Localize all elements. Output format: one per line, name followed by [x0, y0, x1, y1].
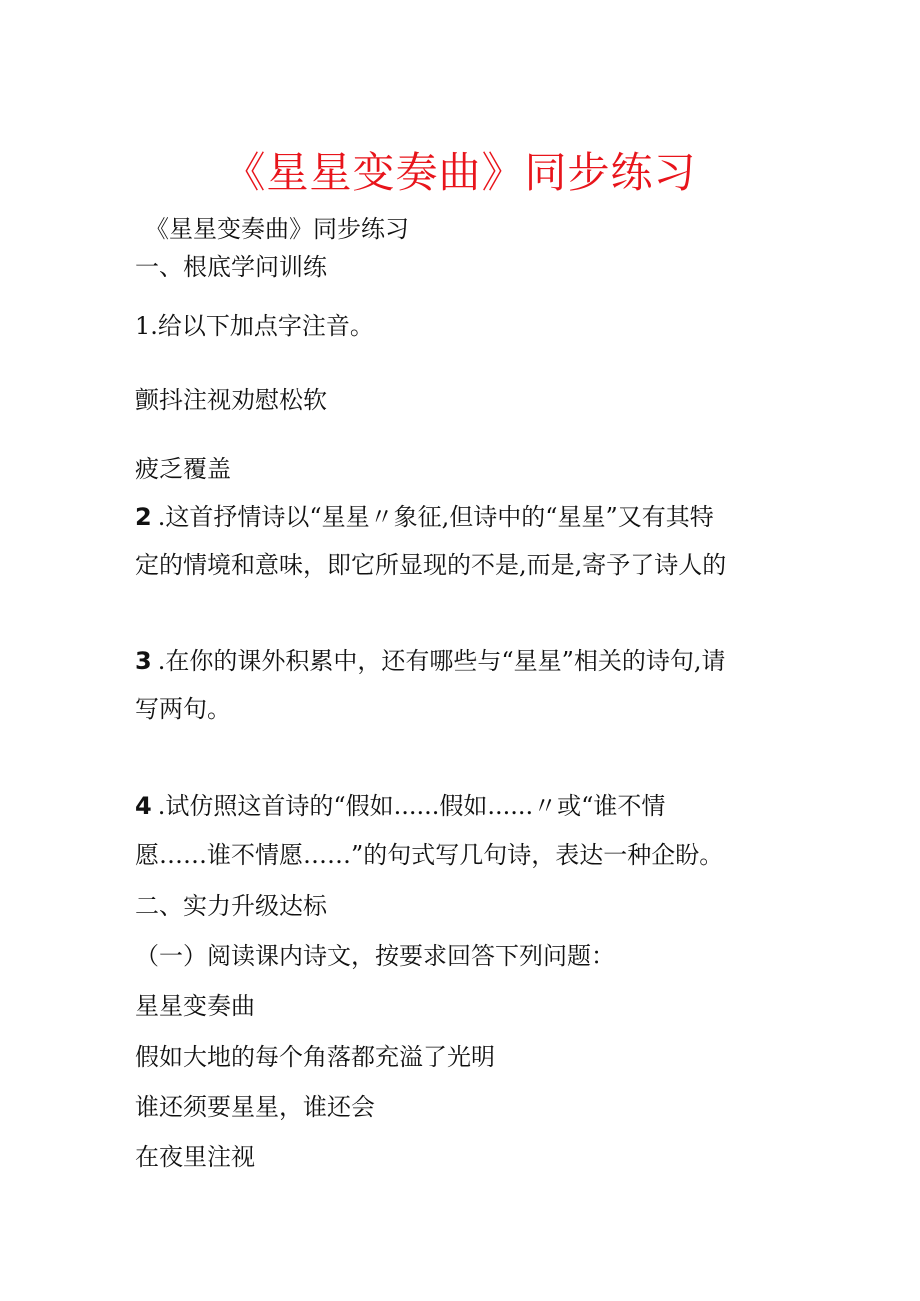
poem-title: 星星变奏曲 [135, 992, 255, 1020]
section-1-heading: 一、根底学问训练 [135, 253, 327, 281]
question-2-text: .这首抒情诗以“星星〃象征,但诗中的“星星”又有其特 [157, 503, 714, 531]
question-2-number: 2 [135, 503, 152, 531]
question-1-words-line-2: 疲乏覆盖 [135, 455, 231, 483]
question-4-line-2: 愿……谁不情愿……”的句式写几句诗，表达一种企盼。 [135, 841, 724, 869]
question-4-text: .试仿照这首诗的“假如......假如......〃或“谁不情 [157, 792, 666, 820]
section-2-heading: 二、实力升级达标 [135, 892, 327, 920]
poem-line-2: 谁还须要星星，谁还会 [135, 1093, 375, 1121]
question-1-text: 1.给以下加点字注音。 [135, 312, 374, 340]
question-3-number: 3 [135, 647, 152, 675]
poem-line-1: 假如大地的每个角落都充溢了光明 [135, 1043, 495, 1071]
reading-instruction: （一）阅读课内诗文，按要求回答下列问题： [135, 942, 615, 970]
question-3-line-2: 写两句。 [135, 695, 231, 723]
poem-line-3: 在夜里注视 [135, 1143, 255, 1171]
document-title: 《星星变奏曲》同步练习 [223, 148, 697, 197]
question-2-line-2: 定的情境和意味，即它所显现的不是,而是,寄予了诗人的 [135, 551, 727, 579]
question-4-number: 4 [135, 792, 152, 820]
question-3-text: .在你的课外积累中，还有哪些与“星星”相关的诗句,请 [157, 647, 726, 675]
question-3-line-1 [135, 644, 726, 678]
question-1-words-line-1: 颤抖注视劝慰松软 [135, 386, 327, 414]
question-4-line-1 [135, 789, 665, 823]
document-subtitle: 《星星变奏曲》同步练习 [145, 215, 409, 243]
question-2-line-1 [135, 500, 714, 534]
